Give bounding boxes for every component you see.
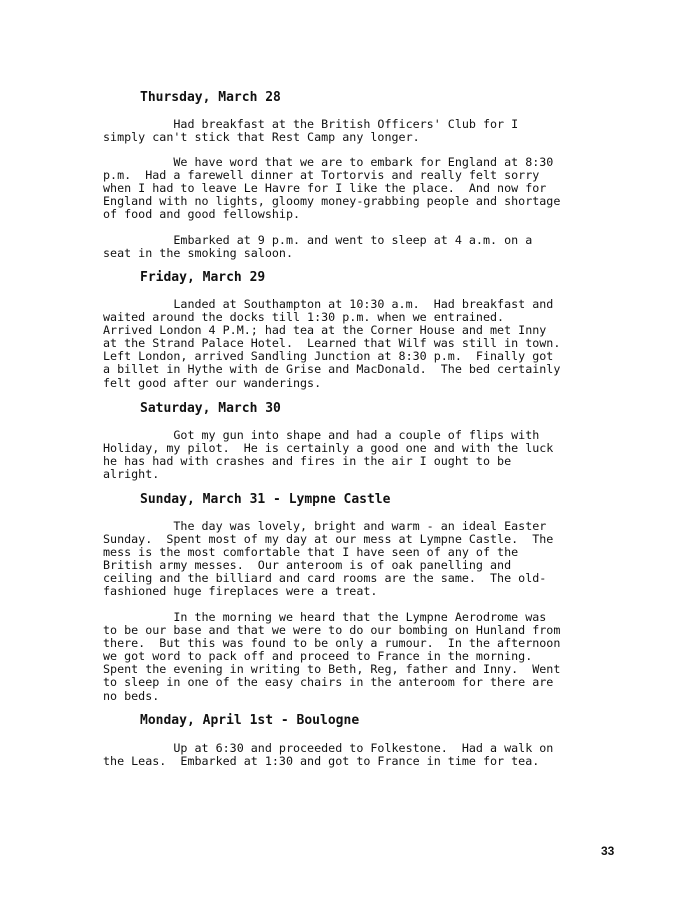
text-line: no beds. [103,688,160,703]
page-number: 33 [601,844,615,858]
text-line: The day was lovely, bright and warm - an ideal Easter [103,519,547,533]
text-line: ceiling and the billiard and card rooms are the same. The old- [103,571,547,586]
text-line: the Leas. Embarked at 1:30 and got to France in time for tea. [103,754,540,769]
text-line: seat in the smoking saloon. [103,246,293,261]
entry-heading-saturday: Saturday, March 30 [140,401,281,416]
entry-paragraph [103,118,608,144]
text-line: Left London, arrived Sandling Junction at 8:30 p.m. Finally got [103,349,554,364]
text-line: simply can't stick that Rest Camp any longer. [103,130,420,145]
entry-paragraph [103,520,608,599]
text-line: We have word that we are to embark for England at 8:30 [103,155,554,169]
text-line: he has had with crashes and fires in the air I ought to be [103,454,512,469]
entry-heading-sunday: Sunday, March 31 - Lympne Castle [140,492,391,507]
text-line: a billet in Hythe with de Grise and MacDonald. The bed certainly [103,362,561,377]
text-line: we got word to pack off and proceed to France in the morning. [103,649,533,664]
entry-paragraph [103,156,608,221]
entry-paragraph [103,611,608,703]
text-line: Up at 6:30 and proceeded to Folkestone. Had a walk on [103,741,554,755]
text-line: Spent the evening in writing to Beth, Reg, father and Inny. Went [103,662,561,677]
text-line: Got my gun into shape and had a couple of flips with [103,428,540,442]
text-line: Embarked at 9 p.m. and went to sleep at 4 a.m. on a [103,233,533,247]
text-line: waited around the docks till 1:30 p.m. when we entrained. [103,310,505,325]
text-line: there. But this was found to be only a rumour. In the afternoon [103,636,561,651]
text-line: Sunday. Spent most of my day at our mess at Lympne Castle. The [103,532,554,547]
text-line: at the Strand Palace Hotel. Learned that Wilf was still in town. [103,336,561,351]
text-line: Landed at Southampton at 10:30 a.m. Had breakfast and [103,297,554,311]
text-line: In the morning we heard that the Lympne Aerodrome was [103,610,547,624]
entry-paragraph [103,298,608,390]
text-line: Holiday, my pilot. He is certainly a good one and with the luck [103,441,554,456]
text-line: England with no lights, gloomy money-grabbing people and shortage [103,194,561,209]
text-line: Had breakfast at the British Officers' Club for I [103,117,519,131]
entry-paragraph [103,234,608,260]
text-line: mess is the most comfortable that I have seen of any of the [103,545,519,560]
entry-heading-thursday: Thursday, March 28 [140,90,281,105]
text-line: Arrived London 4 P.M.; had tea at the Corner House and met Inny [103,323,547,338]
text-line: to sleep in one of the easy chairs in the anteroom for there are [103,675,554,690]
text-line: of food and good fellowship. [103,207,301,222]
entry-paragraph [103,429,608,481]
text-line: fashioned huge fireplaces were a treat. [103,584,378,599]
entry-paragraph [103,742,608,768]
text-line: felt good after our wanderings. [103,375,322,390]
text-line: to be our base and that we were to do our bombing on Hunland from [103,623,561,638]
entry-heading-monday: Monday, April 1st - Boulogne [140,713,360,728]
text-line: when I had to leave Le Havre for I like the place. And now for [103,181,547,196]
text-line: alright. [103,467,160,482]
text-line: p.m. Had a farewell dinner at Tortorvis and really felt sorry [103,168,540,183]
text-line: British army messes. Our anteroom is of oak panelling and [103,558,512,573]
entry-heading-friday: Friday, March 29 [140,270,266,285]
